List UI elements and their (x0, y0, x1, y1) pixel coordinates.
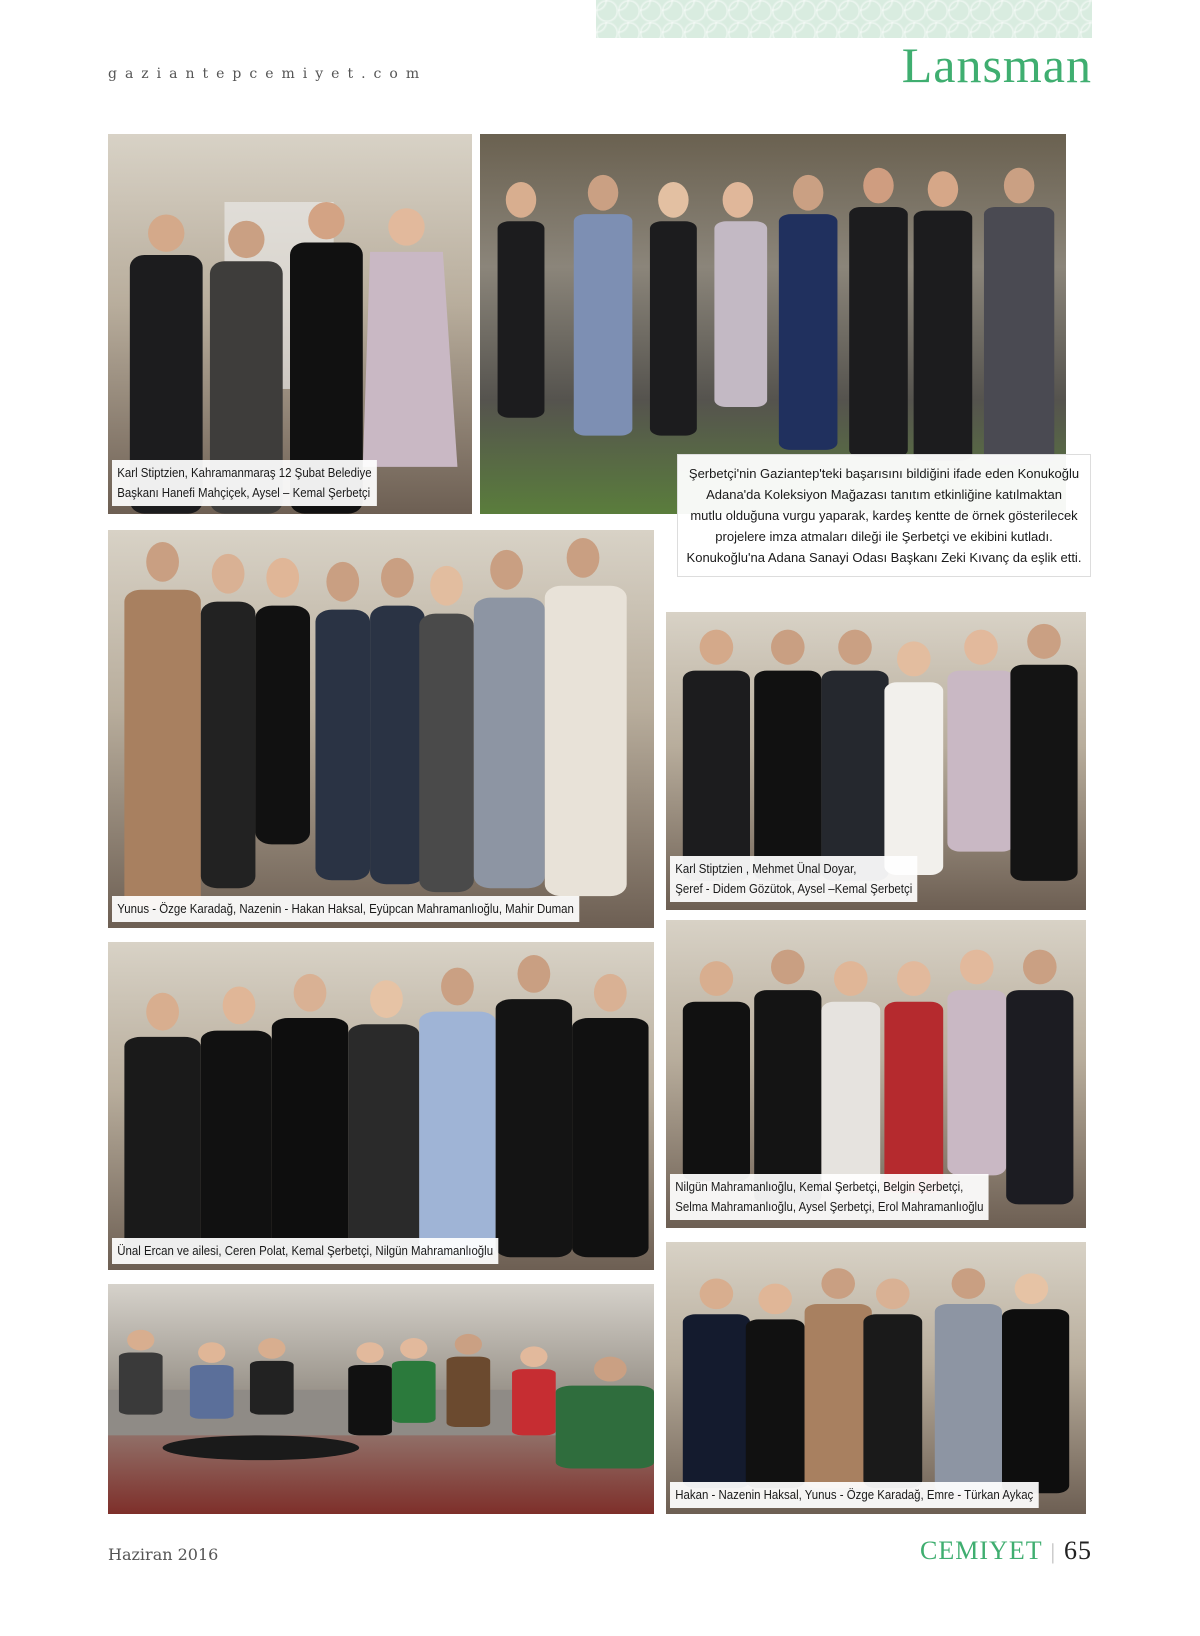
photo-3 (108, 530, 654, 928)
site-url: gaziantepcemiyet.com (108, 66, 428, 82)
photo-8 (666, 1242, 1086, 1514)
issue-date: Haziran 2016 (108, 1545, 219, 1564)
photo-8-people (666, 1258, 1086, 1514)
caption-line: Başkanı Hanefi Mahçiçek, Aysel – Kemal Şerbetçi (117, 485, 371, 500)
photo-8-caption (670, 1482, 1039, 1508)
photo-4-caption (670, 856, 918, 902)
photo-6 (666, 920, 1086, 1228)
caption-line: Karl Stiptzien , Mehmet Ünal Doyar, (675, 861, 857, 876)
caption-line: Selma Mahramanlıoğlu, Aysel Şerbetçi, Erol Mahramanlıoğlu (675, 1199, 984, 1214)
photo-6-caption (670, 1174, 989, 1220)
section-title: Lansman (901, 37, 1092, 93)
story-line: Adana'da Koleksiyon Mağazası tanıtım etkinliğine katılmaktan (706, 487, 1062, 502)
caption-line: Yunus - Özge Karadağ, Nazenin - Hakan Haksal, Eyüpcan Mahramanlıoğlu, Mahir Duman (117, 901, 574, 916)
photo-1-caption (112, 460, 377, 506)
story-line: Şerbetçi'nin Gaziantep'teki başarısını bildiğini ifade eden Konukoğlu (688, 466, 1080, 481)
photo-7-people (108, 1307, 654, 1514)
story-text (677, 454, 1091, 577)
photo-1 (108, 134, 472, 514)
caption-line: Hakan - Nazenin Haksal, Yunus - Özge Karadağ, Emre - Türkan Aykaç (675, 1487, 1034, 1502)
caption-line: Ünal Ercan ve ailesi, Ceren Polat, Kemal Şerbetçi, Nilgün Mahramanlıoğlu (117, 1243, 494, 1258)
photo-5 (108, 942, 654, 1270)
photo-3-caption (112, 896, 579, 922)
photo-3-people (108, 530, 654, 928)
footer-separator: | (1050, 1539, 1056, 1564)
page-number: 65 (1064, 1536, 1092, 1565)
story-line: Konukoğlu'na Adana Sanayi Odası Başkanı Zeki Kıvanç da eşlik etti. (686, 550, 1082, 565)
caption-line: Şeref - Didem Gözütok, Aysel –Kemal Şerbetçi (675, 881, 913, 896)
header-ornament (596, 0, 1092, 38)
photo-5-people (108, 955, 654, 1270)
caption-line: Nilgün Mahramanlıoğlu, Kemal Şerbetçi, Belgin Şerbetçi, (675, 1179, 964, 1194)
story-line: mutlu olduğuna vurgu yaparak, kardeş kentte de örnek gösterilecek (690, 508, 1078, 523)
photo-7 (108, 1284, 654, 1514)
caption-line: Karl Stiptzien, Kahramanmaraş 12 Şubat Belediye (117, 465, 372, 480)
footer-magazine (920, 1536, 1092, 1566)
story-line: projelere imza atmaları dileği ile Şerbetçi ve ekibini kutladı. (715, 529, 1053, 544)
photo-5-caption (112, 1238, 498, 1264)
magazine-name: CEMIYET (920, 1536, 1043, 1565)
photo-4 (666, 612, 1086, 910)
